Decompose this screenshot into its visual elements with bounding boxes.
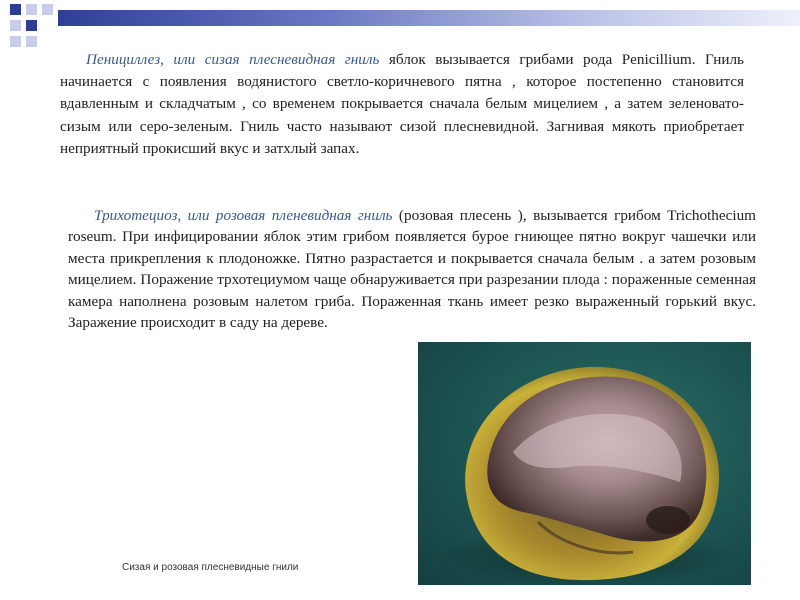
- header-gradient-bar: [58, 10, 800, 26]
- header-square-4: [10, 20, 21, 31]
- rotten-apple-illustration: [418, 342, 751, 585]
- paragraph-trichothecium-text: (розовая плесень ), вызывается грибом Trichothecium roseum. При инфицировании яблок этим грибом появляется бурое гниющее пятно вокруг чашечки или места прикрепления к плодоножке. Пятно разрастается и покрывается сначала белым . а затем розовым мицелием. Поражение трхотециумом чаще обнаруживается при разрезании плода : пораженные семенная камера наполнена розовым налетом гриба. Пораженная ткань имеет резко выраженный горький вкус. Заражение происходит в саду на дереве.: [68, 207, 756, 332]
- header-square-6: [10, 36, 21, 47]
- term-trichothecium: Трихотециоз, или розовая пленевидная гниль: [94, 207, 393, 224]
- paragraph-trichothecium: [68, 205, 756, 333]
- header-square-5: [26, 20, 37, 31]
- paragraph-penicillium: [60, 49, 744, 160]
- term-penicillium: Пенициллез, или сизая плесневидная гниль: [86, 51, 380, 68]
- image-caption: Сизая и розовая плесневидные гнили: [122, 562, 299, 573]
- header-square-3: [42, 4, 53, 15]
- header-square-2: [26, 4, 37, 15]
- paragraph-penicillium-text: яблок вызывается грибами рода Penicillium. Гниль начинается с появления водянистого светло-коричневого пятна , которое постепенно становится вдавленным и складчатым , со временем покрывается сначала белым мицелием , а затем зеленовато-сизым или серо-зеленым. Гниль часто называют сизой плесневидной. Загнивая мякоть приобретает неприятный прокисший вкус и затхлый запах.: [60, 51, 744, 157]
- header-square-7: [26, 36, 37, 47]
- rotten-apple-photo: [418, 342, 751, 585]
- header-square-1: [10, 4, 21, 15]
